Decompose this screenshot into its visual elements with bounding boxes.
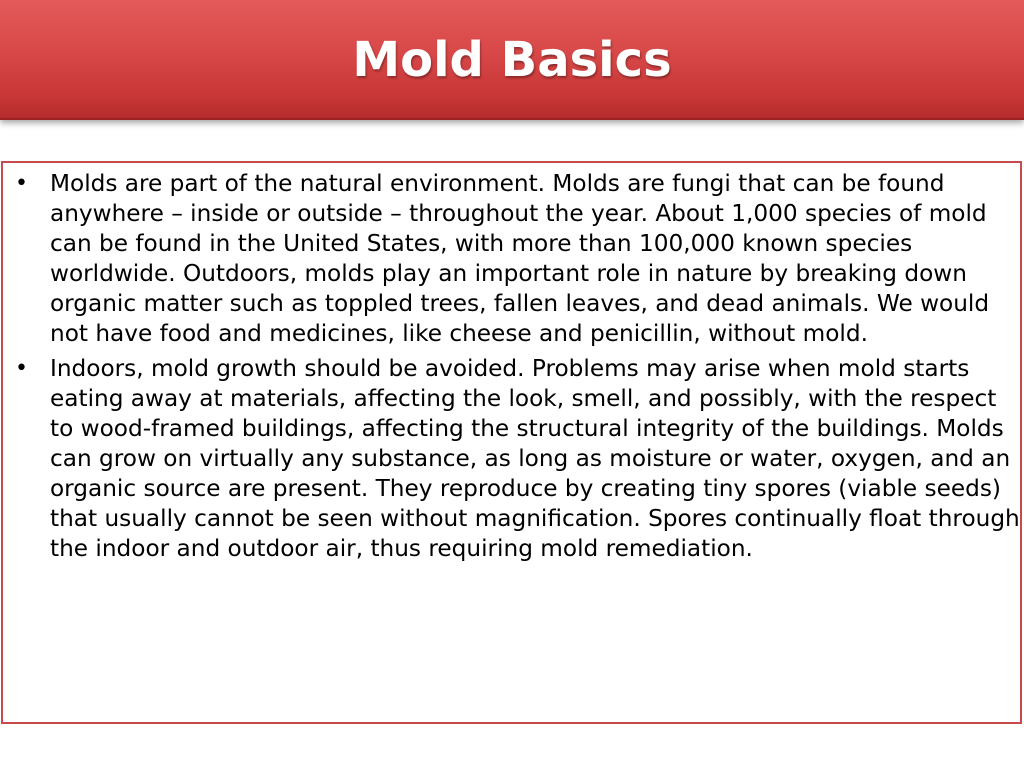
bullet-dot-icon: • <box>15 171 28 196</box>
bullet-item-1 <box>15 169 1020 349</box>
content-box <box>1 161 1022 724</box>
bullet-text-1: Molds are part of the natural environment. Molds are fungi that can be found anywhere – inside or outside – throughout the year. About 1,000 species of mold can be found in the United States, with more than 100,000 known species worldwide. Outdoors, molds play an important role in nature by breaking down organic matter such as toppled trees, fallen leaves, and dead animals. We would not have food and medicines, like cheese and penicillin, without mold. <box>50 170 990 347</box>
bullet-item-2 <box>15 354 1020 564</box>
slide-title: Mold Basics <box>352 32 672 88</box>
title-banner <box>0 0 1024 120</box>
bullet-text-2: Indoors, mold growth should be avoided. Problems may arise when mold starts eating away at materials, affecting the look, smell, and possibly, with the respect to wood-framed buildings, affecting the structural integrity of the buildings. Molds can grow on virtually any substance, as long as moisture or water, oxygen, and an organic source are present. They reproduce by creating tiny spores (viable seeds) that usually cannot be seen without magnification. Spores continually float through the indoor and outdoor air, thus requiring mold remediation. <box>50 355 1020 562</box>
bullet-dot-icon: • <box>15 356 28 381</box>
bullet-list <box>15 169 1020 569</box>
